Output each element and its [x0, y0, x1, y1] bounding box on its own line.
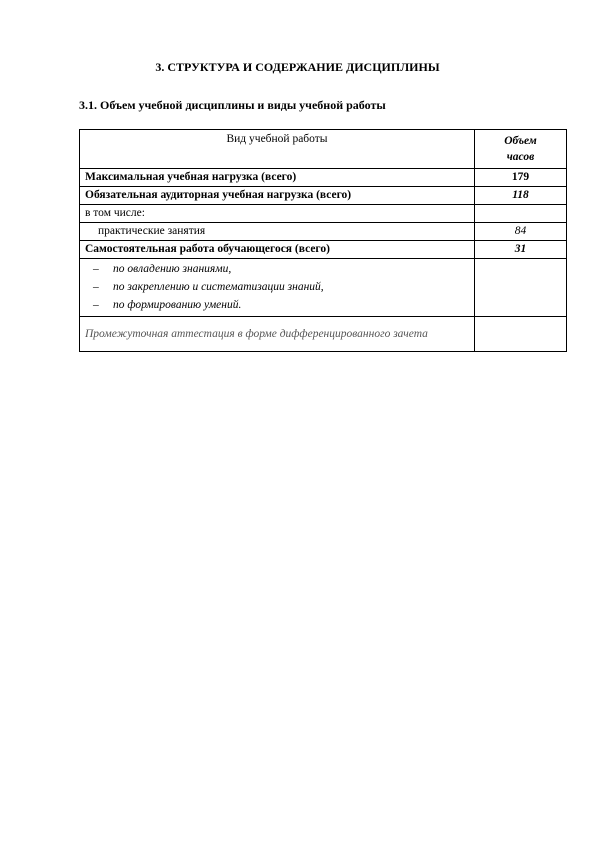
self-work-breakdown-value	[475, 259, 567, 317]
row-label-self-work: Самостоятельная работа обучающегося (всего)	[80, 241, 475, 259]
list-item-text: по закреплению и систематизации знаний,	[113, 281, 324, 293]
table-row	[80, 187, 567, 205]
row-label-max-load: Максимальная учебная нагрузка (всего)	[80, 169, 475, 187]
row-value-self-work: 31	[475, 241, 567, 259]
row-value-attestation	[475, 317, 567, 352]
table-row	[80, 169, 567, 187]
bullet-dash: –	[93, 281, 99, 293]
self-work-breakdown	[80, 259, 475, 317]
row-value-practical: 84	[475, 223, 567, 241]
subsection-title: 3.1. Объем учебной дисциплины и виды учебной работы	[79, 98, 386, 112]
header-hours-line1: Объем	[504, 135, 537, 147]
bullet-dash: –	[93, 263, 99, 275]
list-item	[85, 278, 469, 296]
list-item-text: по овладению знаниями,	[113, 263, 232, 275]
header-hours	[475, 130, 567, 169]
table-row	[80, 205, 567, 223]
table-row	[80, 241, 567, 259]
section-title: 3. СТРУКТУРА И СОДЕРЖАНИЕ ДИСЦИПЛИНЫ	[155, 60, 440, 74]
row-label-practical: практические занятия	[80, 223, 475, 241]
bullet-dash: –	[93, 299, 99, 311]
list-item-text: по формированию умений.	[113, 299, 242, 311]
list-item	[85, 260, 469, 278]
table-header-row	[80, 130, 567, 169]
row-label-including: в том числе:	[80, 205, 475, 223]
table-row	[80, 223, 567, 241]
table-row	[80, 259, 567, 317]
header-hours-line2: часов	[506, 151, 535, 163]
row-value-mandatory-load: 118	[475, 187, 567, 205]
row-value-max-load: 179	[475, 169, 567, 187]
workload-table	[79, 129, 567, 352]
row-label-mandatory-load: Обязательная аудиторная учебная нагрузка (всего)	[80, 187, 475, 205]
table-row	[80, 317, 567, 352]
header-work-type: Вид учебной работы	[80, 130, 475, 169]
row-label-attestation: Промежуточная аттестация в форме дифференцированного зачета	[80, 317, 475, 352]
row-value-including	[475, 205, 567, 223]
list-item	[85, 296, 469, 314]
